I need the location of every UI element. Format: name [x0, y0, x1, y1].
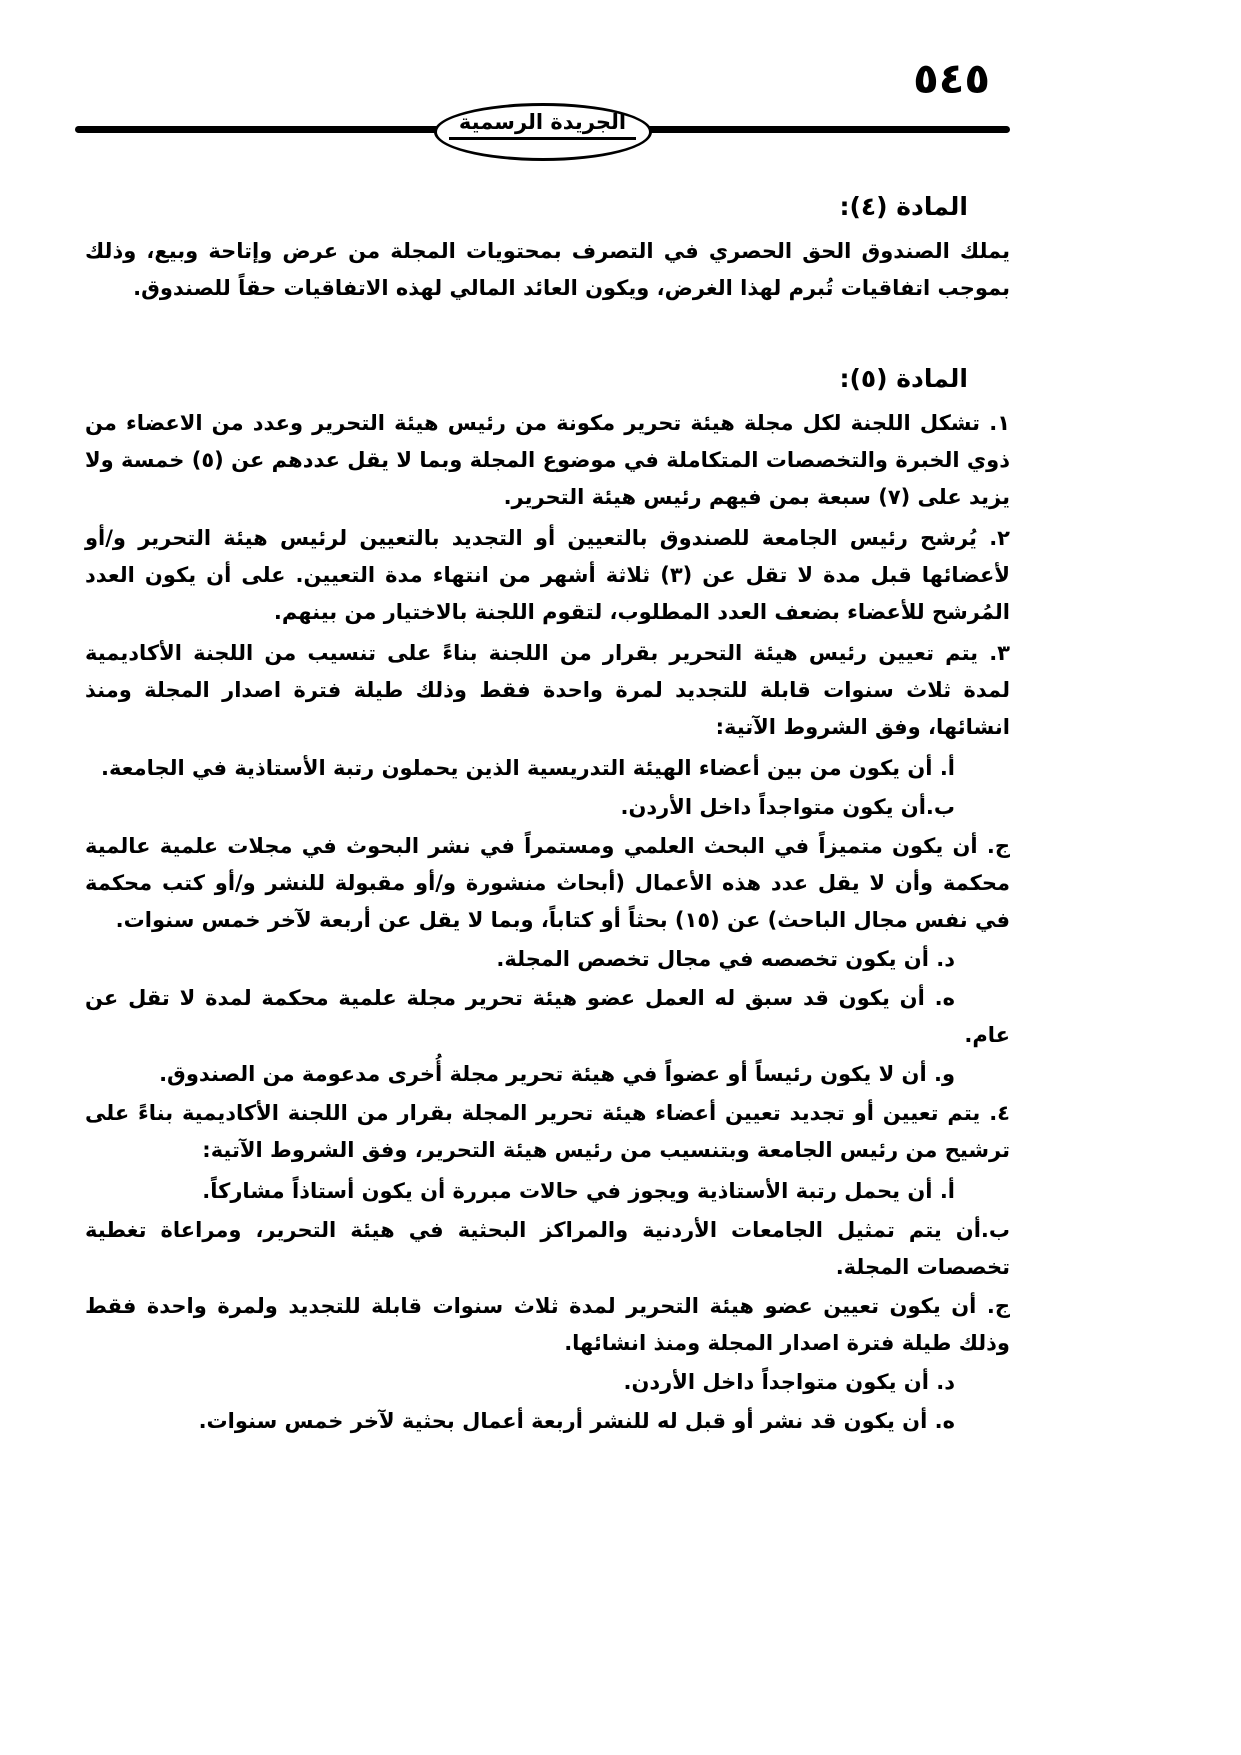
- gazette-header: [75, 103, 1010, 161]
- list-item-3-sub-w-number: و.: [933, 1062, 955, 1086]
- list-item-3-sub-w: [85, 1056, 1010, 1093]
- list-item-1-text: تشكل اللجنة لكل مجلة هيئة تحرير مكونة من رئيس هيئة التحرير وعدد من الاعضاء من ذوي الخبرة والتخصصات المتكاملة في موضوع المجلة وبما لا يقل عددهم عن (٥) خمسة ولا يزيد على (٧) سبعة بمن فيهم رئيس هيئة التحرير.: [85, 411, 1010, 509]
- list-item-1: [85, 405, 1010, 516]
- article-4-title: المادة (٤):: [839, 192, 968, 221]
- list-item-3-sub-j-number: ج.: [986, 834, 1011, 858]
- list-item-3-sub-h-number: ه.: [934, 986, 955, 1010]
- list-item-4-sub-d-text: أن يكون متواجداً داخل الأردن.: [623, 1370, 929, 1394]
- list-item-4-number: ٤.: [989, 1101, 1010, 1125]
- list-item-3-sub-j: [85, 828, 1010, 939]
- page-number: ٥٤٥: [913, 54, 990, 103]
- list-item-4-sub-b: [85, 1212, 1010, 1286]
- gazette-badge: [434, 103, 652, 161]
- list-item-3-sub-d-number: د.: [936, 947, 955, 971]
- article-5-title: المادة (٥):: [839, 364, 968, 393]
- list-item-4-sub-h: [85, 1403, 1010, 1440]
- article-5: [85, 359, 1010, 1440]
- list-item-3-number: ٣.: [989, 641, 1010, 665]
- list-item-2: [85, 520, 1010, 631]
- list-item-3-sub-h-text: أن يكون قد سبق له العمل عضو هيئة تحرير مجلة علمية محكمة لمدة لا تقل عن عام.: [85, 986, 1010, 1047]
- list-item-4-sub-a-text: أن يحمل رتبة الأستاذية ويجوز في حالات مبررة أن يكون أستاذاً مشاركاً.: [202, 1179, 933, 1203]
- list-item-4: [85, 1095, 1010, 1169]
- list-item-3-sub-d: [85, 941, 1010, 978]
- list-item-4-sub-j-text: أن يكون تعيين عضو هيئة التحرير لمدة ثلاث سنوات قابلة للتجديد ولمرة واحدة فقط وذلك طيلة فترة اصدار المجلة ومنذ انشائها.: [85, 1294, 1010, 1355]
- list-item-4-sub-b-number: ب.: [980, 1218, 1010, 1242]
- list-item-1-number: ١.: [989, 411, 1011, 435]
- list-item-3-sub-b-number: ب.: [925, 795, 955, 819]
- list-item-4-sub-a-number: أ.: [939, 1179, 955, 1203]
- document-body: [85, 187, 1010, 1442]
- gazette-badge-label: الجريدة الرسمية: [449, 110, 636, 140]
- list-item-3-sub-b-text: أن يكون متواجداً داخل الأردن.: [620, 795, 926, 819]
- article-4: [85, 187, 1010, 307]
- list-item-3: [85, 635, 1010, 746]
- list-item-3-sub-h: [85, 980, 1010, 1054]
- list-item-3-sub-j-text: أن يكون متميزاً في البحث العلمي ومستمراً في نشر البحوث في مجلات علمية عالمية محكمة وأن لا يقل عدد هذه الأعمال (أبحاث منشورة و/أو مقبولة للنشر و/أو كتب محكمة في نفس مجال الباحث) عن (١٥) بحثاً أو كتاباً، وبما لا يقل عن أربعة لآخر خمس سنوات.: [85, 834, 1010, 932]
- list-item-4-sub-a: [85, 1173, 1010, 1210]
- list-item-3-sub-a: [85, 750, 1010, 787]
- list-item-4-sub-j: [85, 1288, 1010, 1362]
- list-item-3-sub-b: [85, 789, 1010, 826]
- list-item-3-sub-w-text: أن لا يكون رئيساً أو عضواً في هيئة تحرير مجلة أُخرى مدعومة من الصندوق.: [159, 1062, 927, 1086]
- list-item-4-sub-j-number: ج.: [986, 1294, 1011, 1318]
- list-item-3-sub-d-text: أن يكون تخصصه في مجال تخصص المجلة.: [496, 947, 929, 971]
- list-item-3-sub-a-text: أن يكون من بين أعضاء الهيئة التدريسية الذين يحملون رتبة الأستاذية في الجامعة.: [101, 756, 933, 780]
- list-item-4-sub-d-number: د.: [936, 1370, 955, 1394]
- list-item-3-text: يتم تعيين رئيس هيئة التحرير بقرار من اللجنة بناءً على تنسيب من اللجنة الأكاديمية لمدة ثلاث سنوات قابلة للتجديد لمرة واحدة فقط وذلك طيلة فترة اصدار المجلة ومنذ انشائها، وفق الشروط الآتية:: [85, 641, 1010, 739]
- list-item-4-sub-h-number: ه.: [934, 1409, 955, 1433]
- article-4-body: يملك الصندوق الحق الحصري في التصرف بمحتويات المجلة من عرض وإتاحة وبيع، وذلك بموجب اتفاقيات تُبرم لهذا الغرض، ويكون العائد المالي لهذه الاتفاقيات حقاً للصندوق.: [85, 239, 1010, 300]
- list-item-3-sub-a-number: أ.: [939, 756, 955, 780]
- list-item-2-number: ٢.: [989, 526, 1010, 550]
- list-item-4-sub-b-text: أن يتم تمثيل الجامعات الأردنية والمراكز البحثية في هيئة التحرير، ومراعاة تغطية تخصصات المجلة.: [85, 1218, 1010, 1279]
- list-item-4-text: يتم تعيين أو تجديد تعيين أعضاء هيئة تحرير المجلة بقرار من اللجنة الأكاديمية بناءً على ترشيح من رئيس الجامعة وبتنسيب من رئيس هيئة التحرير، وفق الشروط الآتية:: [85, 1101, 1010, 1162]
- list-item-4-sub-d: [85, 1364, 1010, 1401]
- list-item-2-text: يُرشح رئيس الجامعة للصندوق بالتعيين أو التجديد بالتعيين لرئيس هيئة التحرير و/أو لأعضائها قبل مدة لا تقل عن (٣) ثلاثة أشهر من انتهاء مدة التعيين. على أن يكون العدد المُرشح للأعضاء بضعف العدد المطلوب، لتقوم اللجنة بالاختيار من بينهم.: [85, 526, 1010, 624]
- list-item-4-sub-h-text: أن يكون قد نشر أو قبل له للنشر أربعة أعمال بحثية لآخر خمس سنوات.: [198, 1409, 928, 1433]
